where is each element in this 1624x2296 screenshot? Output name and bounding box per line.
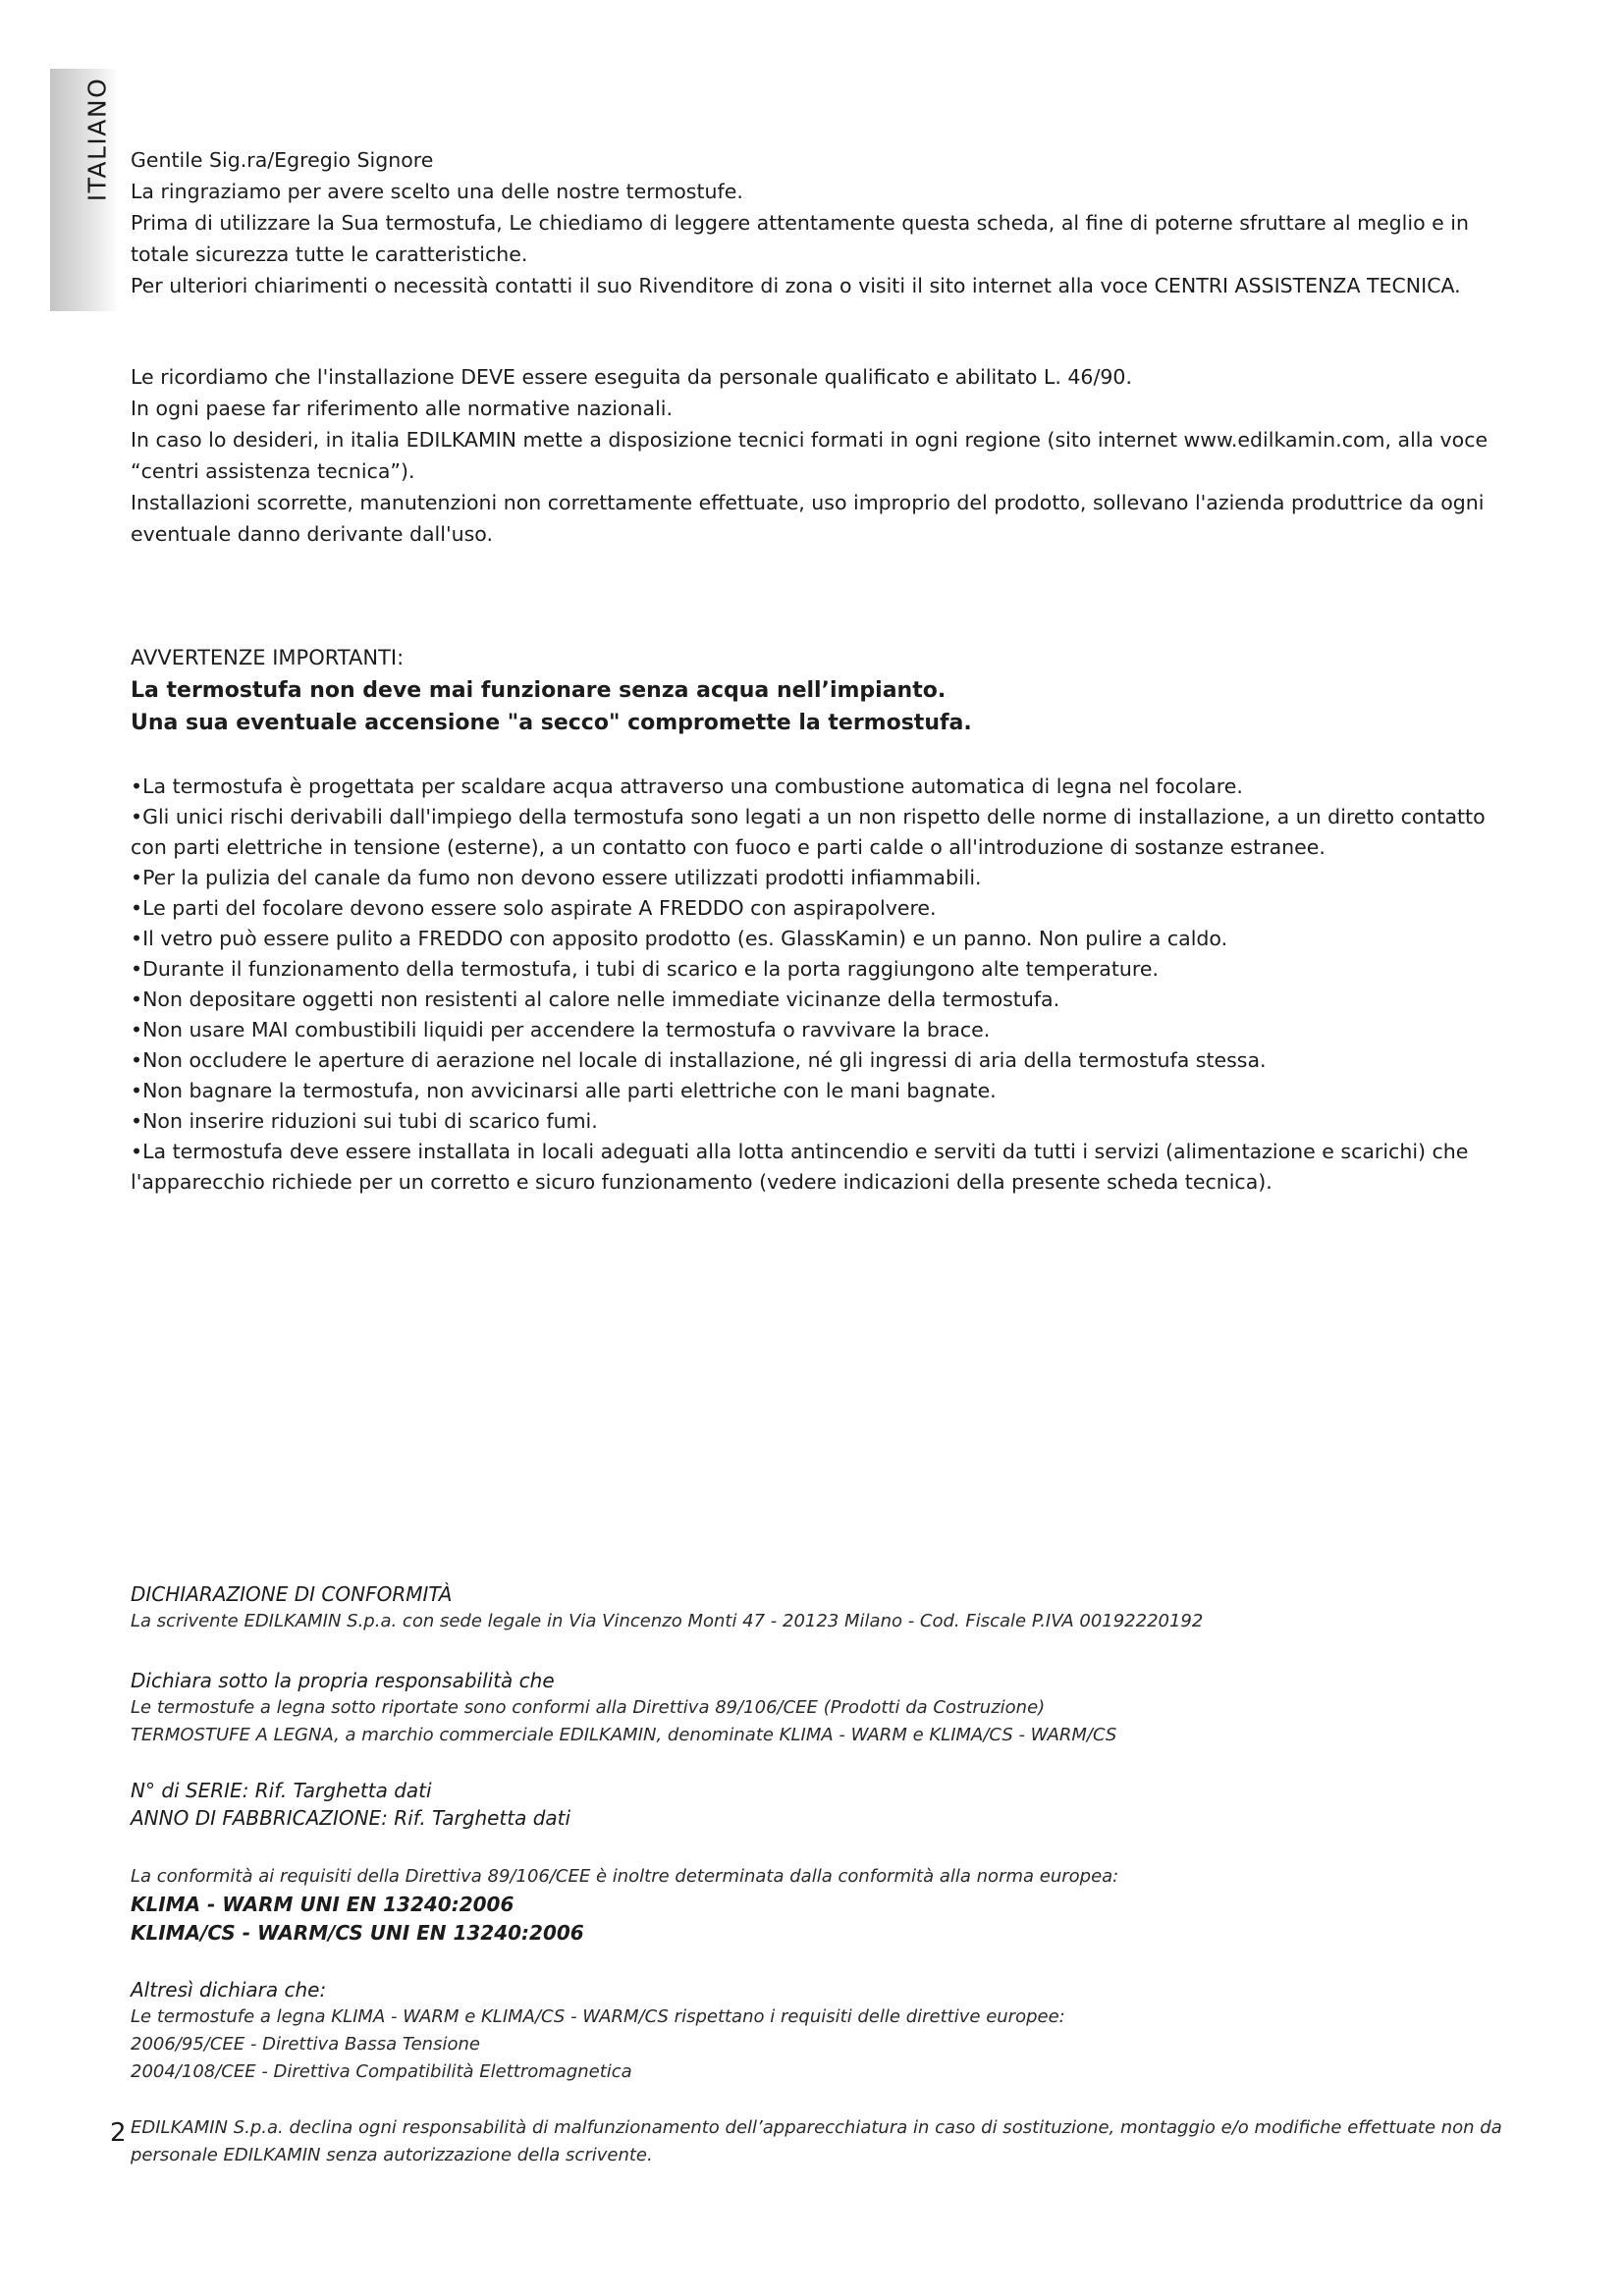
disclaimer: EDILKAMIN S.p.a. declina ogni responsabilità di malfunzionamento dell’apparecchiatura in caso di sostituzione, montaggio e/o modifiche effettuate non da personale EDILKAMIN senza autorizzazione della scrivente. <box>131 2117 1502 2165</box>
declaration-standard-block <box>131 1863 1515 1948</box>
manufacture-year: ANNO DI FABBRICAZIONE: Rif. Targhetta dati <box>131 1806 571 1830</box>
greeting-line: Per ulteriori chiarimenti o necessità contatti il suo Rivenditore di zona o visiti il sito internet alla voce CENTRI ASSISTENZA TECNICA. <box>131 274 1461 297</box>
declaration-disclaimer-block <box>131 2114 1515 2169</box>
page-number: 2 <box>110 2118 127 2148</box>
declaration-title: DICHIARAZIONE DI CONFORMITÀ <box>131 1582 453 1606</box>
also-title: Altresì dichiara che: <box>131 1978 327 2002</box>
installation-line: In caso lo desideri, in italia EDILKAMIN mette a disposizione tecnici formati in ogni regione (sito internet www.edilkamin.com, alla voce “centri assistenza tecnica”). <box>131 428 1489 483</box>
warning-item: •Non occludere le aperture di aerazione nel locale di installazione, né gli ingressi di aria della termostufa stessa. <box>131 1048 1267 1072</box>
conformity-line: La conformità ai requisiti della Direttiva 89/106/CEE è inoltre determinata dalla conformità alla norma europea: <box>131 1866 1119 1887</box>
declaration-heading-block <box>131 1580 1515 1635</box>
standard-line: KLIMA - WARM UNI EN 13240:2006 <box>131 1893 514 1916</box>
installation-line: Le ricordiamo che l'installazione DEVE essere eseguita da personale qualificato e abilitato L. 46/90. <box>131 365 1132 389</box>
declares-title: Dichiara sotto la propria responsabilità che <box>131 1669 555 1692</box>
warnings-title: AVVERTENZE IMPORTANTI: <box>131 646 405 669</box>
warning-item: •La termostufa è progettata per scaldare acqua attraverso una combustione automatica di legna nel focolare. <box>131 774 1243 798</box>
standard-line: KLIMA/CS - WARM/CS UNI EN 13240:2006 <box>131 1921 584 1945</box>
declares-line: TERMOSTUFE A LEGNA, a marchio commerciale EDILKAMIN, denominate KLIMA - WARM e KLIMA/CS - WARM/CS <box>131 1725 1117 1745</box>
declaration-subtitle: La scrivente EDILKAMIN S.p.a. con sede legale in Via Vincenzo Monti 47 - 20123 Milano - Cod. Fiscale P.IVA 00192220192 <box>131 1611 1204 1631</box>
greeting-line: La ringraziamo per avere scelto una delle nostre termostufe. <box>131 180 743 203</box>
greeting-section <box>131 144 1515 301</box>
warning-item: •Non usare MAI combustibili liquidi per accendere la termostufa o ravvivare la brace. <box>131 1018 991 1041</box>
installation-line: In ogni paese far riferimento alle normative nazionali. <box>131 397 674 420</box>
serial-number: N° di SERIE: Rif. Targhetta dati <box>131 1779 432 1802</box>
warning-item: •Il vetro può essere pulito a FREDDO con apposito prodotto (es. GlassKamin) e un panno. Non pulire a caldo. <box>131 927 1228 950</box>
declaration-declares-block <box>131 1667 1515 1749</box>
warning-item: •Le parti del focolare devono essere solo aspirate A FREDDO con aspirapolvere. <box>131 896 937 920</box>
installation-line: Installazioni scorrette, manutenzioni non correttamente effettuate, uso improprio del prodotto, sollevano l'azienda produttrice da ogni eventuale danno derivante dall'uso. <box>131 491 1485 546</box>
warning-item: •Durante il funzionamento della termostufa, i tubi di scarico e la porta raggiungono alte temperature. <box>131 957 1159 981</box>
warnings-header <box>131 642 1515 739</box>
declares-line: Le termostufe a legna sotto riportate sono conformi alla Direttiva 89/106/CEE (Prodotti da Costruzione) <box>131 1697 1046 1718</box>
declaration-also-block <box>131 1976 1515 2086</box>
warning-item: •Non bagnare la termostufa, non avvicinarsi alle parti elettriche con le mani bagnate. <box>131 1079 997 1102</box>
installation-section <box>131 361 1515 550</box>
warning-item: •Non depositare oggetti non resistenti al calore nelle immediate vicinanze della termostufa. <box>131 988 1060 1011</box>
also-line: 2006/95/CEE - Direttiva Bassa Tensione <box>131 2034 480 2055</box>
greeting-line: Gentile Sig.ra/Egregio Signore <box>131 148 434 172</box>
warning-item: •Per la pulizia del canale da fumo non devono essere utilizzati prodotti infiammabili. <box>131 866 982 889</box>
also-line: Le termostufe a legna KLIMA - WARM e KLIMA/CS - WARM/CS rispettano i requisiti delle direttive europee: <box>131 2006 1065 2027</box>
declaration-serial-block <box>131 1777 1515 1832</box>
warning-item: •Gli unici rischi derivabili dall'impiego della termostufa sono legati a un non rispetto delle norme di installazione, a un diretto contatto con parti elettriche in tensione (esterne), a un contatto con fuoco e parti calde o all'introduzione di sostanze estranee. <box>131 805 1486 859</box>
warning-item: •Non inserire riduzioni sui tubi di scarico fumi. <box>131 1109 598 1133</box>
also-line: 2004/108/CEE - Direttiva Compatibilità Elettromagnetica <box>131 2061 632 2082</box>
warning-bold-line: Una sua eventuale accensione "a secco" compromette la termostufa. <box>131 711 972 735</box>
warning-item: •La termostufa deve essere installata in locali adeguati alla lotta antincendio e serviti da tutti i servizi (alimentazione e scarichi) che l'apparecchio richiede per un corretto e sicuro funzionamento (vedere indicazioni della presente scheda tecnica). <box>131 1140 1469 1194</box>
warnings-list <box>131 772 1515 1198</box>
warning-bold-line: La termostufa non deve mai funzionare senza acqua nell’impianto. <box>131 678 947 703</box>
greeting-line: Prima di utilizzare la Sua termostufa, Le chiediamo di leggere attentamente questa scheda, al fine di poterne sfruttare al meglio e in totale sicurezza tutte le caratteristiche. <box>131 211 1469 266</box>
language-tab-label: ITALIANO <box>82 77 112 202</box>
